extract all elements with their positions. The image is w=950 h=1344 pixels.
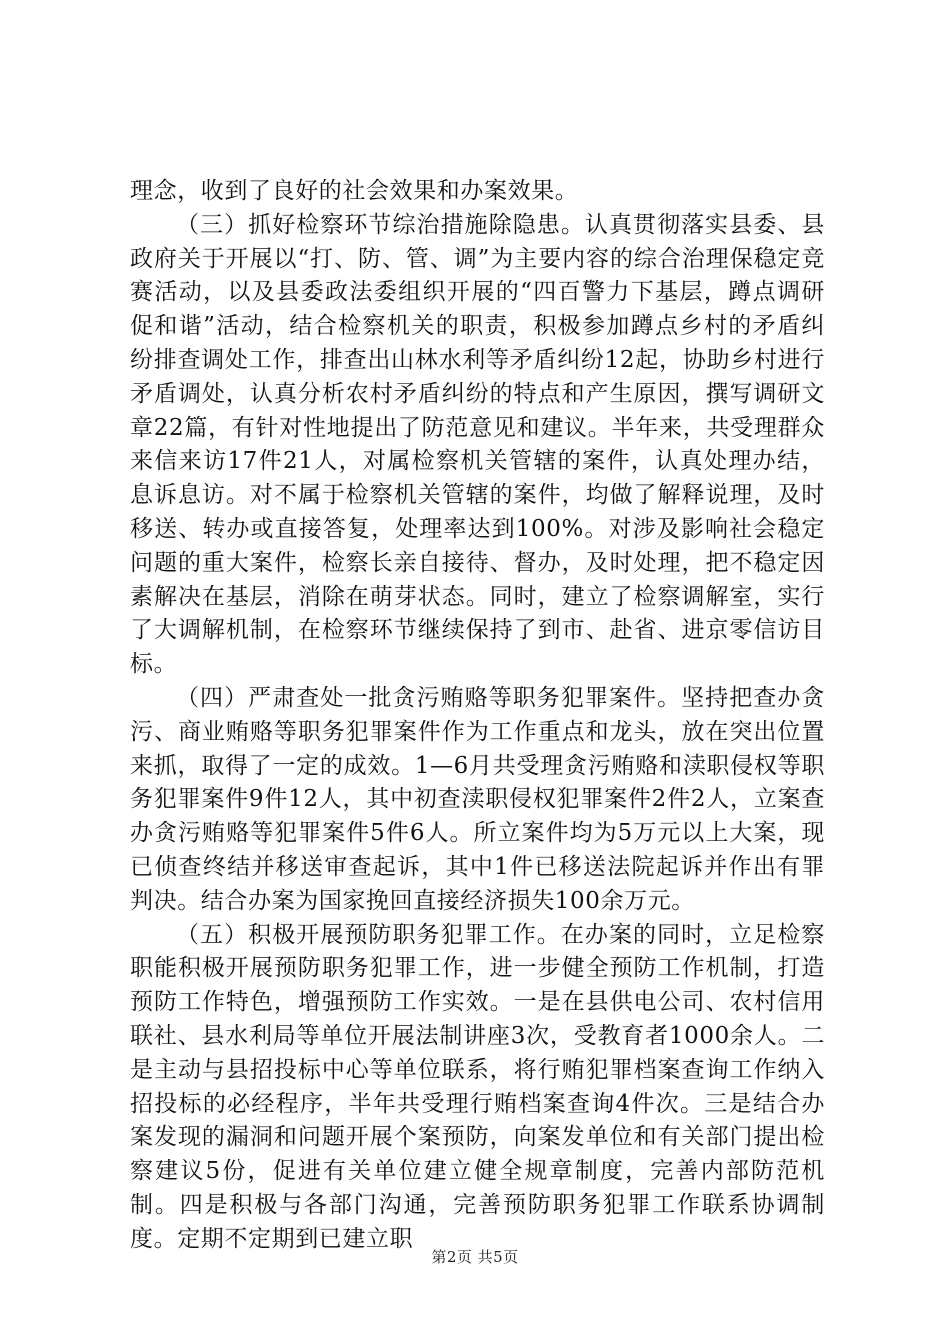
paragraph-section-4: （四）严肃查处一批贪污贿赂等职务犯罪案件。坚持把查办贪污、商业贿赂等职务犯罪案件作为工作重点和龙头，放在突出位置来抓，取得了一定的成效。1—6月共受理贪污贿赂和渎职侵权等职务犯罪案件9件12人，其中初查渎职侵权犯罪案件2件2人，立案查办贪污贿赂等犯罪案件5件6人。所立案件均为5万元以上大案，现已侦查终结并移送审查起诉，其中1件已移送法院起诉并作出有罪判决。结合办案为国家挽回直接经济损失100余万元。 (130, 684, 825, 914)
document-body (130, 175, 825, 1257)
paragraph-continuation: 理念，收到了良好的社会效果和办案效果。 (130, 178, 579, 204)
paragraph-section-3: （三）抓好检察环节综治措施除隐患。认真贯彻落实县委、县政府关于开展以“打、防、管、调”为主要内容的综合治理保稳定竞赛活动，以及县委政法委组织开展的“四百警力下基层，蹲点调研促和谐”活动，结合检察机关的职责，积极参加蹲点乡村的矛盾纠纷排查调处工作，排查出山林水利等矛盾纠纷12起，协助乡村进行矛盾调处，认真分析农村矛盾纠纷的特点和产生原因，撰写调研文章22篇，有针对性地提出了防范意见和建议。半年来，共受理群众来信来访17件21人，对属检察机关管辖的案件，认真处理办结，息诉息访。对不属于检察机关管辖的案件，均做了解释说理，及时移送、转办或直接答复，处理率达到100%。对涉及影响社会稳定问题的重大案件，检察长亲自接待、督办，及时处理，把不稳定因素解决在基层，消除在萌芽状态。同时，建立了检察调解室，实行了大调解机制，在检察环节继续保持了到市、赴省、进京零信访目标。 (130, 211, 825, 678)
page-number-footer: 第2页 共5页 (431, 1248, 519, 1266)
paragraph-section-5: （五）积极开展预防职务犯罪工作。在办案的同时，立足检察职能积极开展预防职务犯罪工作，进一步健全预防工作机制，打造预防工作特色，增强预防工作实效。一是在县供电公司、农村信用联社、县水利局等单位开展法制讲座3次，受教育者1000余人。二是主动与县招投标中心等单位联系，将行贿犯罪档案查询工作纳入招投标的必经程序，半年共受理行贿档案查询4件次。三是结合办案发现的漏洞和问题开展个案预防，向案发单位和有关部门提出检察建议5份，促进有关单位建立健全规章制度，完善内部防范机制。四是积极与各部门沟通，完善预防职务犯罪工作联系协调制度。定期不定期到已建立职 (130, 921, 825, 1252)
